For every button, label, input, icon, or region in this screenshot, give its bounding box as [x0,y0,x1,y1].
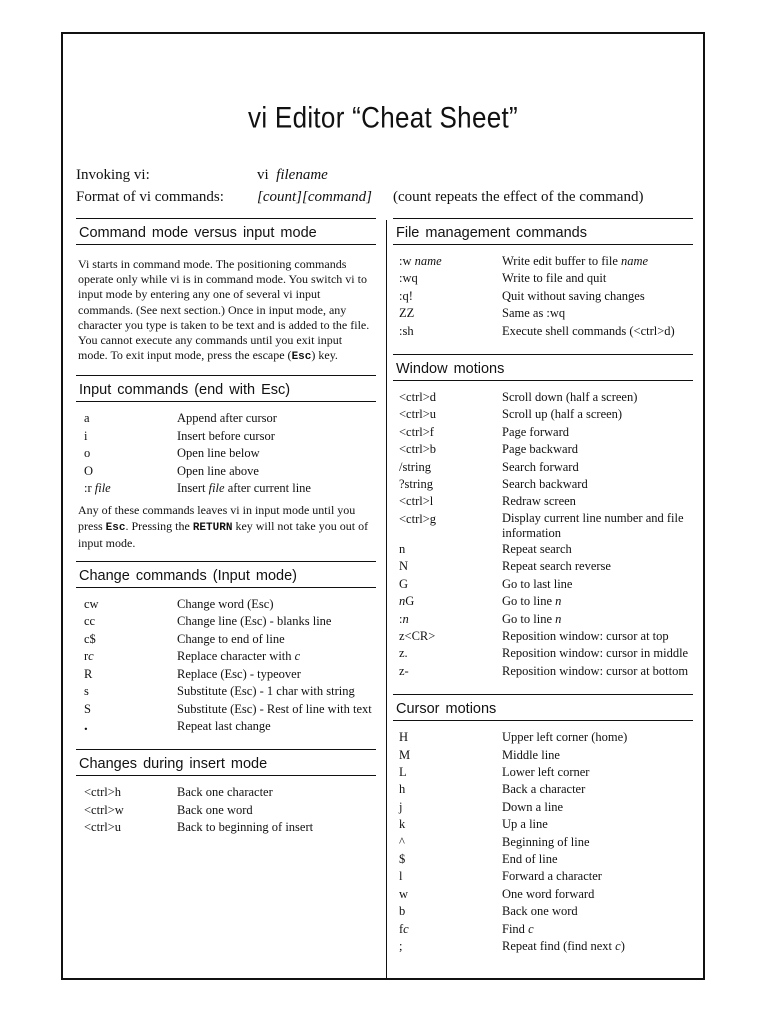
file-management-table [393,253,693,340]
table-row [393,389,693,406]
command-desc: Insert before cursor [177,428,275,443]
command-desc: Change word (Esc) [177,597,274,612]
command-desc: Back to beginning of insert [177,820,314,835]
command-key: z- [399,663,409,678]
spacer [393,686,693,694]
format-label: Format of vi commands: [76,189,224,205]
command-key: <ctrl>b [399,442,437,457]
command-desc: Redraw screen [502,494,576,509]
page-title: vi Editor “Cheat Sheet” [248,99,518,135]
insert-mode-changes-table [76,784,376,836]
table-row [76,410,376,427]
return-key-label: RETURN [192,521,233,534]
command-key: c$ [84,631,96,646]
command-key: <ctrl>d [399,390,437,405]
command-key: b [399,904,406,919]
command-key: j [399,799,403,814]
table-row [76,666,376,683]
command-key [393,593,502,610]
command-key: M [399,747,411,762]
command-desc [502,253,693,270]
section-heading-insert-mode-changes: Changes during insert mode [76,749,376,776]
table-row [76,428,376,445]
table-row [76,613,376,630]
table-row [76,445,376,462]
table-row [393,938,693,955]
command-desc: Go to last line [502,576,573,591]
format-value: [count][command] [257,189,372,205]
column-divider [386,220,387,978]
table-row [76,819,376,836]
format-row [76,186,696,208]
command-desc: Page backward [502,442,579,457]
command-key-arg: c [403,921,409,936]
table-row [76,718,376,735]
table-row [393,834,693,851]
spacer [76,741,376,749]
command-desc: Open line above [177,463,259,478]
table-row [76,802,376,819]
command-key: S [84,701,91,716]
command-key-part: f [399,921,404,936]
command-desc: Reposition window: cursor in middle [502,646,689,661]
command-key-part: :r [84,481,95,496]
table-row [393,921,693,938]
command-key: :sh [399,323,414,338]
table-row [76,784,376,801]
command-desc: Scroll down (half a screen) [502,390,638,405]
table-row [393,903,693,920]
command-key-arg: file [94,481,111,496]
command-desc-part: Replace character with [177,649,295,664]
esc-key-label: Esc [291,351,312,364]
command-desc: Replace (Esc) - typeover [177,666,301,681]
command-desc-arg: n [555,611,562,626]
command-key: ZZ [399,306,415,321]
command-desc: Forward a character [502,869,602,884]
command-key-part: : [399,611,403,626]
command-key: N [399,559,409,574]
table-row [393,645,693,662]
command-key: w [399,886,409,901]
input-commands-note [76,503,376,551]
command-desc [502,938,693,955]
table-row [76,683,376,700]
command-key: o [84,446,91,461]
command-desc: Append after cursor [177,411,277,426]
left-column [76,218,376,843]
command-desc: Write to file and quit [502,271,607,286]
command-desc: Repeat last change [177,718,271,733]
command-key: <ctrl>f [399,424,434,439]
command-desc: Scroll up (half a screen) [502,407,623,422]
command-desc: Upper left corner (home) [502,730,628,745]
right-column [393,218,693,961]
section-heading-file-management: File management commands [393,218,693,245]
command-key: <ctrl>u [399,407,437,422]
command-key [76,648,177,665]
command-key [393,253,502,270]
command-desc: Back one character [177,785,273,800]
command-key: l [399,869,403,884]
command-desc: Middle line [502,747,560,762]
table-row [393,406,693,423]
table-row [393,628,693,645]
command-desc: Change line (Esc) - blanks line [177,614,332,629]
command-desc: Execute shell commands (<ctrl>d) [502,323,675,338]
note-text: key will not take you out of input mode. [78,518,369,550]
command-desc: Lower left corner [502,764,590,779]
command-key: a [84,411,90,426]
invoking-cmd: vi [257,167,269,183]
command-desc: Page forward [502,424,569,439]
command-desc: Back one word [177,802,253,817]
command-desc: Same as :wq [502,306,566,321]
table-row [393,886,693,903]
table-row [393,799,693,816]
command-key: :q! [399,288,413,303]
table-row [393,305,693,322]
section-heading-window-motions: Window motions [393,354,693,381]
command-key: z. [399,646,408,661]
command-desc [177,648,376,665]
command-key: . [84,717,88,734]
command-key: H [399,730,409,745]
command-desc: Search backward [502,477,588,492]
section-heading-change-commands: Change commands (Input mode) [76,561,376,588]
command-key: <ctrl>g [399,511,437,526]
command-desc [502,593,693,610]
command-vs-input-text-end: ) key. [311,348,338,363]
spacer [393,346,693,354]
command-desc: Substitute (Esc) - 1 char with string [177,684,355,699]
command-desc-part: after current line [224,481,311,496]
command-key: s [84,684,89,699]
command-desc [502,921,693,938]
command-desc: Display current line number and file information [502,510,684,540]
section-heading-input-commands: Input commands (end with Esc) [76,375,376,402]
command-desc-part: Insert [177,481,209,496]
command-key: cc [84,614,96,629]
command-key-part: r [84,649,89,664]
table-row [393,476,693,493]
format-note: (count repeats the effect of the command) [393,189,644,205]
table-row [393,593,693,610]
invoking-label: Invoking vi: [76,167,150,183]
table-row [393,729,693,746]
table-row [393,541,693,558]
table-row [393,851,693,868]
command-desc: One word forward [502,886,595,901]
command-key [393,611,502,628]
esc-key-label: Esc [105,521,126,534]
command-desc: Search forward [502,459,579,474]
table-row [393,611,693,628]
command-vs-input-text: Vi starts in command mode. The positioning commands operate only while vi is in command mode. You switch vi to input mode by entering any one of several vi input commands. (See next section.) Once in input mode, any character you type is taken to be text and is added to the file. You cannot execute any commands until you exit input mode. To exit input mode, press the escape ( [78,257,370,363]
command-desc-part: ) [620,939,625,953]
table-row [393,424,693,441]
command-desc [502,611,693,628]
invoking-value [257,164,328,186]
command-desc-part: Go to line [502,611,556,626]
command-desc: Open line below [177,446,260,461]
command-key-arg: n [399,594,406,609]
command-desc: End of line [502,851,558,866]
command-desc: Back one word [502,904,578,919]
table-row [393,663,693,680]
command-desc-arg: c [615,939,621,953]
table-row [393,576,693,593]
command-desc-arg: n [555,594,562,609]
command-key: :wq [399,271,418,286]
command-key-arg: name [414,254,442,268]
command-desc: Beginning of line [502,834,590,849]
table-row [393,493,693,510]
window-motions-table [393,389,693,680]
command-desc: Repeat search reverse [502,559,611,574]
table-row [76,480,376,497]
command-key: O [84,463,94,478]
table-row [393,253,693,270]
table-row [393,459,693,476]
command-key: G [399,576,409,591]
table-row [393,781,693,798]
table-row [76,631,376,648]
cursor-motions-table [393,729,693,955]
command-key-part: :w [399,254,415,268]
command-vs-input-paragraph [76,253,376,365]
invoking-arg: filename [276,167,328,183]
invoking-row [76,164,696,186]
command-key: L [399,764,407,779]
table-row [393,270,693,287]
command-key: k [399,817,406,832]
command-key: <ctrl>l [399,494,434,509]
table-row [393,816,693,833]
command-desc: Up a line [502,817,548,832]
command-desc: Back a character [502,782,586,797]
note-text: Any of these commands leaves vi in input mode until you press [78,503,356,533]
table-row [393,511,693,541]
command-desc-arg: c [528,921,534,936]
command-key: h [399,782,406,797]
command-key: $ [399,851,406,866]
command-desc [177,480,376,497]
table-row [76,648,376,665]
table-row [393,868,693,885]
command-key: ^ [399,834,405,849]
table-row [76,596,376,613]
command-desc: Repeat search [502,541,572,556]
command-key: i [84,428,88,443]
command-desc-arg: name [621,254,649,268]
command-key-arg: c [88,649,94,664]
command-desc-part: Repeat find (find next [502,939,616,953]
command-desc: Quit without saving changes [502,288,645,303]
command-key: <ctrl>u [84,820,122,835]
command-key: <ctrl>w [84,802,124,817]
command-desc: Change to end of line [177,631,285,646]
table-row [76,701,376,718]
cheat-sheet-page [61,32,705,980]
command-key: /string [399,459,431,474]
command-desc: Down a line [502,799,564,814]
section-heading-command-vs-input: Command mode versus input mode [76,218,376,245]
command-desc: Reposition window: cursor at top [502,628,669,643]
table-row [393,558,693,575]
intro-block [76,164,696,208]
table-row [393,747,693,764]
command-desc: Reposition window: cursor at bottom [502,663,689,678]
table-row [393,288,693,305]
command-key: z<CR> [399,628,436,643]
command-key-arg: n [402,611,409,626]
command-desc-arg: c [294,649,301,664]
command-key: <ctrl>h [84,785,122,800]
command-key [76,480,177,497]
table-row [393,441,693,458]
table-row [393,764,693,781]
command-desc-part: Write edit buffer to file [502,254,622,268]
command-key [393,921,502,938]
change-commands-table [76,596,376,735]
command-desc-part: Go to line [502,594,556,609]
command-desc: Substitute (Esc) - Rest of line with text [177,701,372,716]
command-key-part: G [405,594,415,609]
command-desc-arg: file [208,481,225,496]
note-text: . Pressing the [125,518,193,533]
input-commands-table [76,410,376,497]
command-key: n [399,541,406,556]
command-key: R [84,666,93,681]
table-row [76,463,376,480]
command-key: ; [399,939,403,953]
command-desc-part: Find [502,921,529,936]
command-key: cw [84,597,99,612]
section-heading-cursor-motions: Cursor motions [393,694,693,721]
table-row [393,323,693,340]
command-key: ?string [399,477,434,492]
